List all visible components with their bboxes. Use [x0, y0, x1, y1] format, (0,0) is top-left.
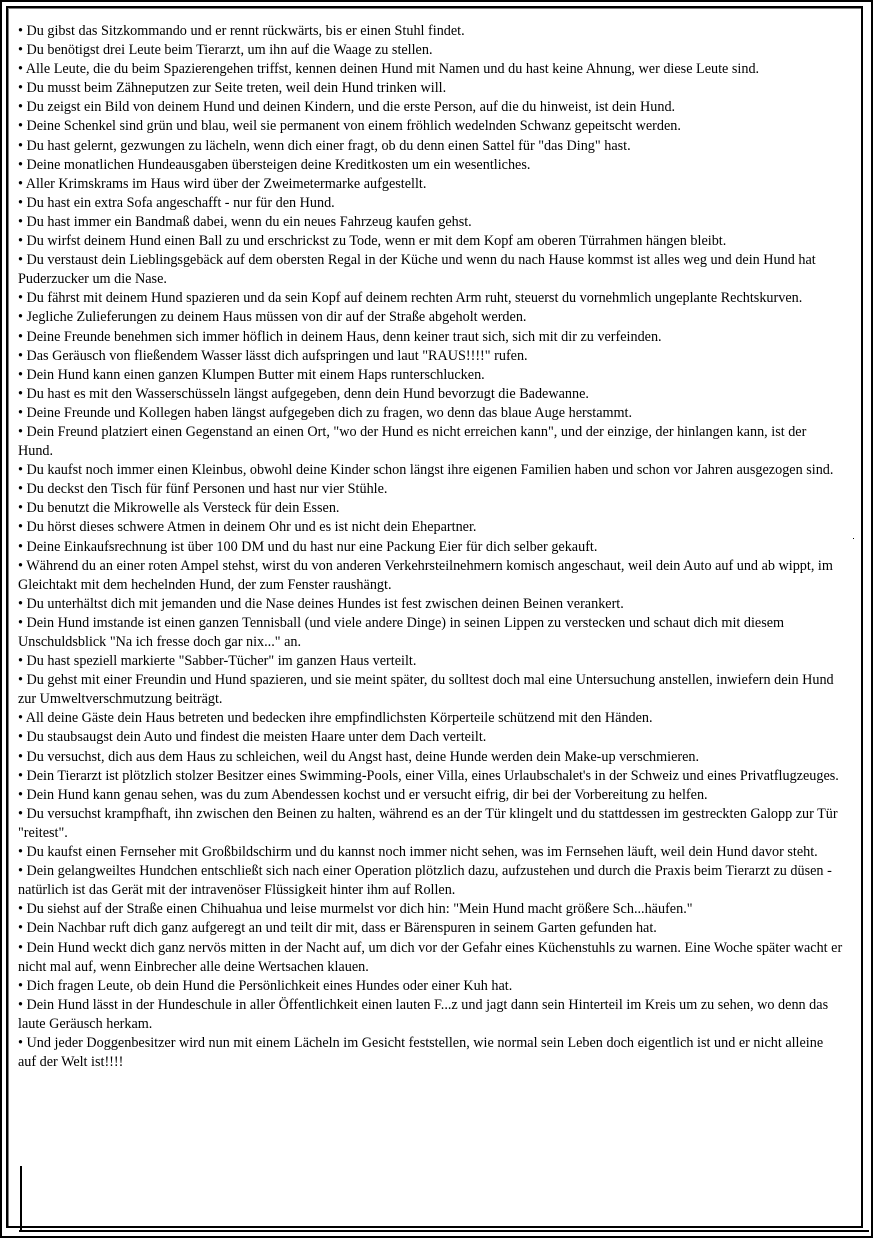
list-item: • Dein Freund platziert einen Gegenstand an einen Ort, "wo der Hund es nicht erreichen kann", und der einzige, der hinlangen kann, ist der Hund.	[18, 423, 807, 460]
list-item: • Du hast es mit den Wasserschüsseln längst aufgegeben, denn dein Hund bevorzugt die Badewanne.	[18, 385, 589, 402]
list-item: • Du hörst dieses schwere Atmen in deinem Ohr und es ist nicht dein Ehepartner.	[18, 519, 477, 536]
list-item: • Deine Schenkel sind grün und blau, weil sie permanent von einem fröhlich wedelnden Schwanz gepeitscht werden.	[18, 118, 681, 135]
list-item: • Dein Nachbar ruft dich ganz aufgeregt an und teilt dir mit, dass er Bärenspuren in seinem Garten gefunden hat.	[18, 920, 657, 937]
list-item: • All deine Gäste dein Haus betreten und bedecken ihre empfindlichsten Körperteile schützend mit den Händen.	[18, 710, 653, 727]
list-item: • Dein Hund weckt dich ganz nervös mitten in der Nacht auf, um dich vor der Gefahr eines Küchenstuhls zu warnen. Eine Woche später wacht er nicht mal auf, wenn Einbrecher alle deine Wertsachen klauen.	[18, 939, 843, 975]
list-item: • Dein Hund imstande ist einen ganzen Tennisball (und viele andere Dinge) in seinen Lippen zu verstecken und schaut dich mit diesem Unschuldsblick "Na ich fresse doch gar nix..." an.	[18, 614, 785, 650]
list-item: • Du kaufst noch immer einen Kleinbus, obwohl deine Kinder schon längst ihre eigenen Familien haben und schon vor Jahren ausgezogen sind.	[18, 462, 834, 479]
stray-dot	[853, 538, 854, 539]
list-item: • Du hast speziell markierte "Sabber-Tücher" im ganzen Haus verteilt.	[18, 653, 417, 670]
list-item: • Dein Hund lässt in der Hundeschule in aller Öffentlichkeit einen lauten F...z und jagt dann sein Hinterteil im Kreis um zu sehen, wo denn das laute Geräusch herkam.	[18, 996, 829, 1032]
frame-bottom-line	[19, 1230, 869, 1232]
list-item: • Während du an einer roten Ampel stehst, wirst du von anderen Verkehrsteilnehmern komisch angeschaut, weil dein Auto auf und ab wippt, im Gleichtakt mit dem hechelnden Hund, der zum Fenster raushängt.	[18, 557, 833, 593]
list-item: • Du zeigst ein Bild von deinem Hund und deinen Kindern, und die erste Person, auf die du hinweist, ist dein Hund.	[18, 99, 676, 116]
list-item: • Du gibst das Sitzkommando und er rennt rückwärts, bis er einen Stuhl findet.	[18, 23, 465, 39]
list-item: • Deine monatlichen Hundeausgaben übersteigen deine Kreditkosten um ein wesentliches.	[18, 156, 531, 173]
list-item: • Du benutzt die Mikrowelle als Versteck für dein Essen.	[18, 500, 340, 517]
list-item: • Du musst beim Zähneputzen zur Seite treten, weil dein Hund trinken will.	[18, 80, 447, 97]
list-item: • Du kaufst einen Fernseher mit Großbildschirm und du kannst noch immer nicht sehen, was im Fernsehen läuft, weil dein Hund davor steht.	[18, 844, 818, 861]
list-item: • Jegliche Zulieferungen zu deinem Haus müssen von dir auf der Straße abgeholt werden.	[18, 309, 527, 326]
list-item: • Du hast immer ein Bandmaß dabei, wenn du ein neues Fahrzeug kaufen gehst.	[18, 213, 472, 230]
list-item: • Du fährst mit deinem Hund spazieren und da sein Kopf auf deinem rechten Arm ruht, steuerst du vornehmlich ungeplante Rechtskurven.	[18, 290, 803, 307]
list-item: • Deine Freunde und Kollegen haben längst aufgegeben dich zu fragen, wo denn das blaue Auge herstammt.	[18, 404, 633, 421]
list-item: • Deine Einkaufsrechnung ist über 100 DM und du hast nur eine Packung Eier für dich selber gekauft.	[18, 538, 598, 555]
list-item: • Du deckst den Tisch für fünf Personen und hast nur vier Stühle.	[18, 481, 388, 498]
list-item: • Du benötigst drei Leute beim Tierarzt, um ihn auf die Waage zu stellen.	[18, 42, 433, 59]
list-item: • Deine Freunde benehmen sich immer höflich in deinem Haus, denn keiner traut sich, sich mit dir zu verfeinden.	[18, 328, 662, 345]
list-item: • Aller Krimskrams im Haus wird über der Zweimetermarke aufgestellt.	[18, 175, 427, 192]
list-item: • Dein Tierarzt ist plötzlich stolzer Besitzer eines Swimming-Pools, einer Villa, eines Urlaubschalet's in der Schweiz und eines Privatflugzeuges.	[18, 767, 839, 784]
frame-left-line	[20, 1166, 22, 1230]
list-item: • Du versuchst, dich aus dem Haus zu schleichen, weil du Angst hast, deine Hunde werden dein Make-up verschmieren.	[18, 748, 700, 765]
list-item: • Du staubsaugst dein Auto und findest die meisten Haare unter dem Dach verteilt.	[18, 729, 487, 746]
list-item: • Dich fragen Leute, ob dein Hund die Persönlichkeit eines Hundes oder einer Kuh hat.	[18, 977, 513, 994]
list-item: • Du wirfst deinem Hund einen Ball zu und erschrickst zu Tode, wenn er mit dem Kopf am oberen Türrahmen hängen bleibt.	[18, 233, 727, 250]
list-item: • Und jeder Doggenbesitzer wird nun mit einem Lächeln im Gesicht feststellen, wie normal sein Leben doch eigentlich ist und er nicht alleine auf der Welt ist!!!!	[18, 1034, 824, 1071]
list-item: • Du hast gelernt, gezwungen zu lächeln, wenn dich einer fragt, ob du denn einen Sattel für "das Ding" hast.	[18, 137, 631, 154]
list-item: • Du verstaust dein Lieblingsgebäck auf dem obersten Regal in der Küche und wenn du nach Hause kommst ist alles weg und dein Hund hat Puderzucker um die Nase.	[18, 252, 816, 288]
list-item: • Du siehst auf der Straße einen Chihuahua und leise murmelst vor dich hin: "Mein Hund macht größere Sch...häufen."	[18, 901, 693, 918]
list-item: • Du hast ein extra Sofa angeschafft - nur für den Hund.	[18, 194, 335, 211]
dog-owner-list	[18, 22, 844, 1072]
list-item: • Dein gelangweiltes Hundchen entschließt sich nach einer Operation plötzlich dazu, aufzustehen und durch die Praxis beim Tierarzt zu düsen - natürlich ist das Gerät mit der intravenöser Flüssigkeit hinter ihm auf Rollen.	[18, 863, 832, 899]
list-item: • Alle Leute, die du beim Spazierengehen triffst, kennen deinen Hund mit Namen und du hast keine Ahnung, wer diese Leute sind.	[18, 61, 760, 78]
list-item: • Du gehst mit einer Freundin und Hund spazieren, und sie meint später, du solltest doch mal eine Untersuchung anstellen, inwiefern dein Hund zur Umweltverschmutzung beiträgt.	[18, 672, 834, 708]
list-item: • Dein Hund kann genau sehen, was du zum Abendessen kochst und er versucht eifrig, dir bei der Vorbereitung zu helfen.	[18, 786, 708, 803]
list-item: • Du unterhältst dich mit jemanden und die Nase deines Hundes ist fest zwischen deinen Beinen verankert.	[18, 595, 624, 612]
list-item: • Das Geräusch von fließendem Wasser lässt dich aufspringen und laut "RAUS!!!!" rufen.	[18, 347, 528, 364]
list-item: • Dein Hund kann einen ganzen Klumpen Butter mit einem Haps runterschlucken.	[18, 366, 485, 383]
list-item: • Du versuchst krampfhaft, ihn zwischen den Beinen zu halten, während es an der Tür klingelt und du stattdessen im gestreckten Galopp zur Tür "reitest".	[18, 805, 838, 841]
